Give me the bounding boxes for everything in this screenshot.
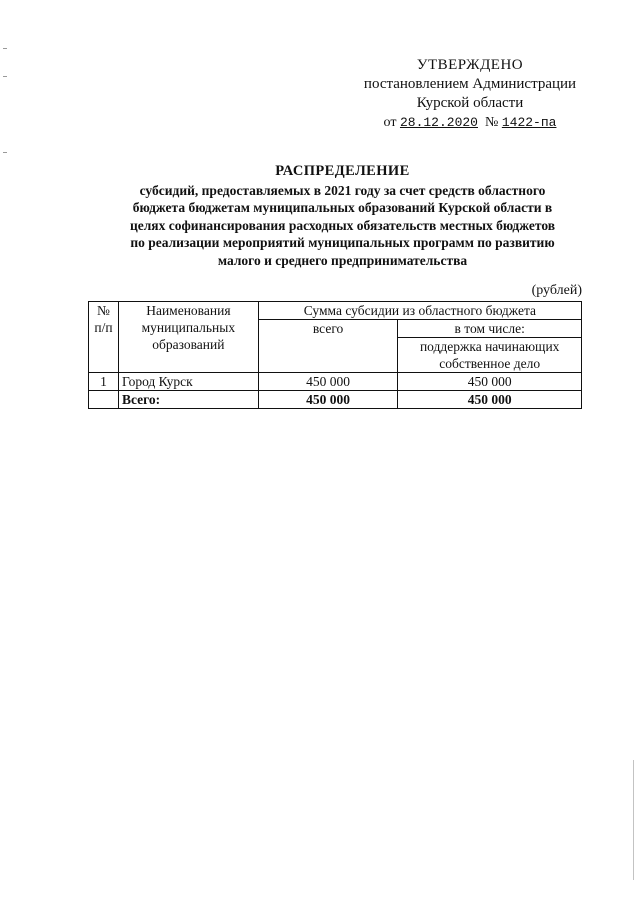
subtitle-line: по реализации мероприятий муниципальных программ по развитию [130, 235, 555, 250]
row-name: Город Курск [118, 373, 258, 391]
distribution-table [88, 301, 582, 409]
unit-label: (рублей) [531, 283, 582, 298]
approval-line-1: постановлением Администрации [363, 76, 577, 92]
row-total: 450 000 [258, 373, 398, 391]
scan-edge [633, 760, 634, 880]
totals-total: 450 000 [258, 391, 398, 409]
header-including: в том числе: [398, 320, 582, 338]
date-prefix: от [383, 115, 397, 130]
scan-mark [3, 76, 7, 77]
subtitle-line: субсидий, предоставляемых в 2021 году за счет средств областного [139, 182, 546, 198]
totals-support: 450 000 [398, 391, 582, 409]
header-support: поддержка начинающих собственное дело [398, 338, 582, 373]
header-sum-group: Сумма субсидии из областного бюджета [258, 302, 581, 320]
approval-number: 1422-па [501, 115, 557, 130]
totals-label: Всего: [118, 391, 258, 409]
table-header-row [89, 302, 582, 320]
subtitle-line: целях софинансирования расходных обязательств местных бюджетов [129, 217, 556, 233]
approval-date: 28.12.2020 [399, 115, 478, 130]
approval-stamp [330, 56, 610, 132]
table-totals-row [89, 391, 582, 409]
scan-mark [3, 152, 7, 153]
subtitle-line: малого и среднего предпринимательства [217, 252, 468, 268]
totals-num-cell [89, 391, 119, 409]
approval-line-2: Курской области [416, 95, 524, 111]
row-num: 1 [89, 373, 119, 391]
number-prefix: № [484, 115, 499, 130]
subtitle-line: бюджета бюджетам муниципальных образований Курской области в [132, 200, 553, 215]
header-name: Наименования муниципальных образований [118, 302, 258, 373]
approval-date-line [330, 113, 610, 132]
table-row [89, 373, 582, 391]
scan-mark [3, 48, 7, 49]
header-total: всего [258, 320, 398, 373]
row-support: 450 000 [398, 373, 582, 391]
approval-heading: УТВЕРЖДЕНО [416, 57, 524, 73]
document-title-block [95, 163, 590, 269]
header-num: № п/п [89, 302, 119, 373]
document-title: РАСПРЕДЕЛЕНИЕ [275, 163, 410, 179]
